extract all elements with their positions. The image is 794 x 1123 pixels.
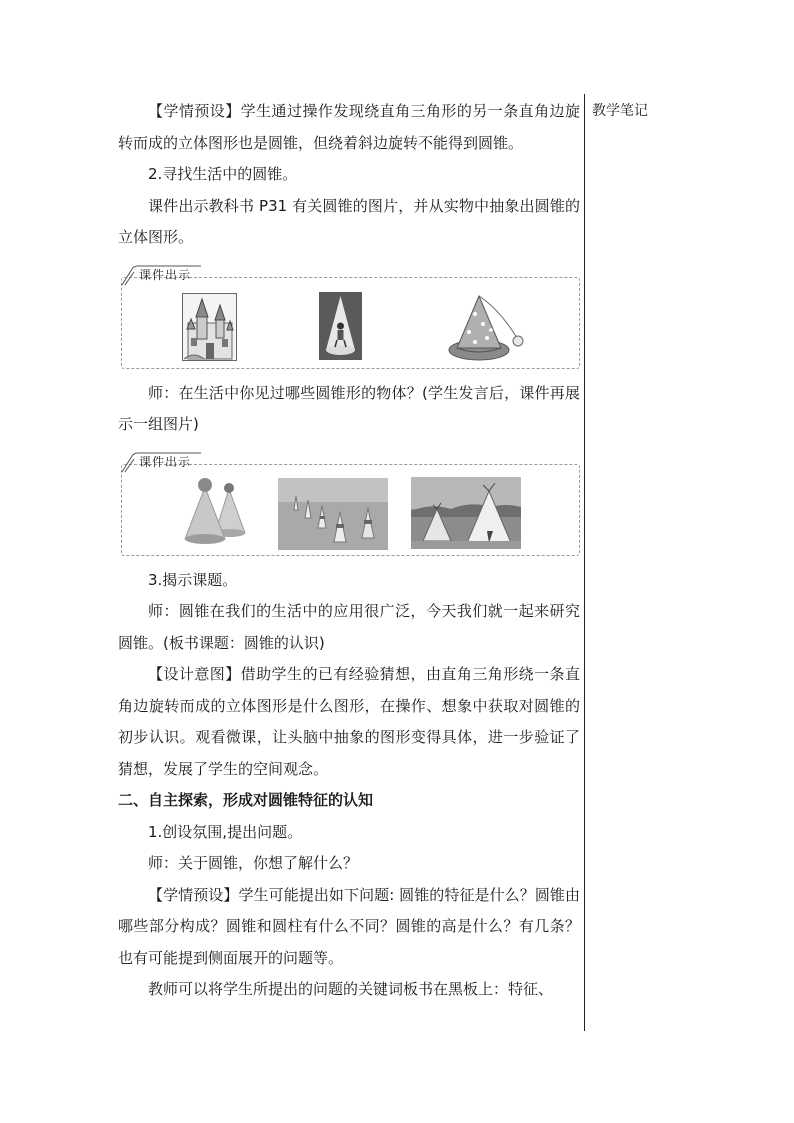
teaching-notes-label: 教学笔记 — [592, 103, 648, 119]
party-hat-image — [445, 292, 525, 364]
paragraph-teacher-ask: 师：关于圆锥，你想了解什么？ — [148, 854, 359, 872]
paragraph-learning-preset-1: 【学情预设】学生通过操作发现绕直角三角形的另一条直角边旋转而成的立体图形也是圆锥，但绕着斜边旋转不能得到圆锥。 — [118, 102, 580, 152]
traffic-cones-image — [278, 478, 388, 550]
paragraph-learning-preset-2: 【学情预设】学生可能提出如下问题: 圆锥的特征是什么？圆锥由哪些部分构成？圆锥和圆柱有什么不同？圆锥的高是什么？有几条？也有可能提到侧面展开的问题等。 — [118, 885, 580, 967]
paragraph-teacher-intro: 师：圆锥在我们的生活中的应用很广泛，今天我们就一起来研究圆锥。(板书课题：圆锥的认识) — [118, 602, 580, 652]
paragraph-design-intent: 【设计意图】借助学生的已有经验猜想，由直角三角形绕一条直角边旋转而成的立体图形是什么图形，在操作、想象中获取对圆锥的初步认识。观看微课，让头脑中抽象的图形变得具体，进一步验证了猜想，发展了学生的空间观念。 — [118, 665, 580, 778]
castle-image — [182, 293, 237, 361]
paragraph-teacher-board: 教师可以将学生所提出的问题的关键词板书在黑板上：特征、 — [148, 980, 554, 998]
courseware-box-1 — [121, 267, 580, 369]
paragraph-courseware-p31: 课件出示教科书 P31 有关圆锥的图片，并从实物中抽象出圆锥的立体图形。 — [118, 196, 580, 246]
courseware-box-2 — [121, 454, 580, 556]
main-content — [118, 96, 580, 1006]
spotlight-image — [319, 292, 362, 360]
tents-image — [411, 477, 521, 549]
knitted-hats-image — [177, 475, 257, 545]
courseware-box-title: 课件出示 — [139, 454, 192, 469]
courseware-box-title: 课件出示 — [139, 267, 192, 282]
section-heading-explore: 二、自主探索，形成对圆锥特征的认知 — [118, 791, 374, 809]
paragraph-reveal-topic: 3.揭示课题。 — [148, 570, 238, 589]
paragraph-create-atmosphere: 1.创设氛围,提出问题。 — [148, 822, 303, 841]
paragraph-teacher-question: 师：在生活中你见过哪些圆锥形的物体？(学生发言后，课件再展示一组图片) — [118, 383, 580, 433]
margin-divider-line — [584, 94, 585, 1031]
paragraph-find-cones: 2.寻找生活中的圆锥。 — [148, 165, 298, 183]
